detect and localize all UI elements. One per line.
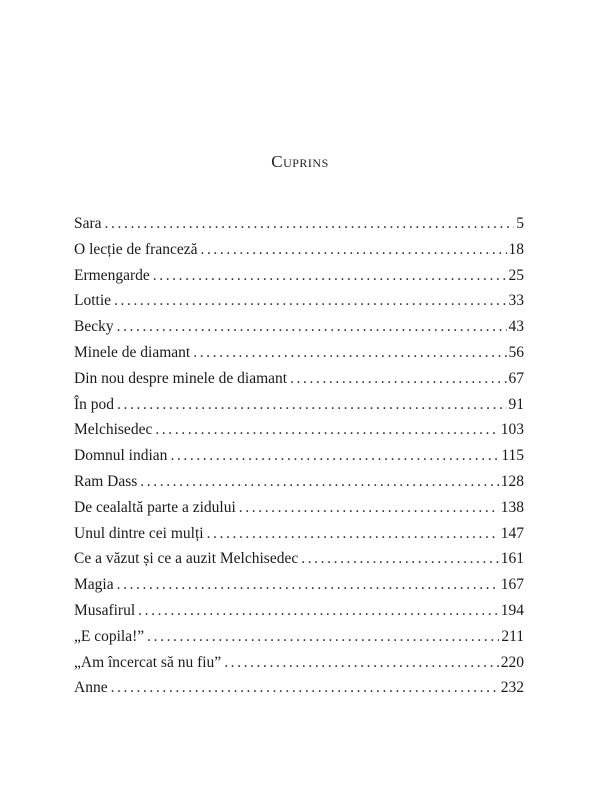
toc-entry-title: De cealaltă parte a zidului — [74, 498, 236, 516]
toc-entry — [74, 263, 524, 289]
toc-entry-title: Magia — [74, 576, 114, 594]
toc-entry-title: Lottie — [74, 292, 112, 310]
toc-entry — [74, 650, 524, 676]
dot-leader — [155, 417, 498, 443]
dot-leader — [224, 650, 499, 676]
toc-entry — [74, 314, 524, 340]
toc-entry-page-number: 56 — [508, 343, 524, 361]
dot-leader — [105, 211, 515, 237]
toc-entry-page-number: 147 — [500, 524, 524, 542]
dot-leader — [117, 572, 499, 598]
toc-entry-title: O lecție de franceză — [74, 240, 198, 258]
toc-entry-page-number: 128 — [500, 472, 524, 490]
dot-leader — [117, 314, 507, 340]
dot-leader — [200, 237, 506, 263]
toc-entry-page-number: 91 — [508, 395, 524, 413]
toc-entry — [74, 288, 524, 314]
toc-entry-title: Ce a văzut și ce a auzit Melchisedec — [74, 550, 299, 568]
toc-entry — [74, 598, 524, 624]
toc-entry-page-number: 211 — [501, 627, 524, 645]
toc-entry-page-number: 115 — [501, 447, 524, 465]
toc-entry-title: „E copila!” — [74, 627, 145, 645]
toc-entry-page-number: 194 — [500, 601, 524, 619]
toc-entry — [74, 495, 524, 521]
toc-entry — [74, 624, 524, 650]
toc-entry-title: Becky — [74, 318, 114, 336]
toc-entry-page-number: 67 — [508, 369, 524, 387]
toc-entry-title: Minele de diamant — [74, 343, 191, 361]
toc-entry-title: Melchisedec — [74, 421, 153, 439]
toc-entry — [74, 572, 524, 598]
toc-entry-title: Ermengarde — [74, 266, 150, 284]
toc-entry — [74, 366, 524, 392]
toc-entry-page-number: 5 — [516, 215, 524, 232]
dot-leader — [138, 598, 499, 624]
table-of-contents — [74, 211, 524, 701]
toc-entry-title: Din nou despre minele de diamant — [74, 369, 288, 387]
toc-entry — [74, 340, 524, 366]
dot-leader — [117, 392, 506, 418]
toc-entry — [74, 443, 524, 469]
dot-leader — [114, 288, 506, 314]
dot-leader — [239, 495, 499, 521]
toc-entry-page-number: 161 — [500, 550, 524, 568]
toc-entry — [74, 521, 524, 547]
toc-entry-title: Domnul indian — [74, 447, 168, 465]
toc-entry — [74, 237, 524, 263]
toc-entry — [74, 211, 524, 237]
toc-entry-page-number: 220 — [500, 653, 524, 671]
dot-leader — [140, 469, 498, 495]
toc-entry-page-number: 18 — [508, 240, 524, 258]
toc-entry-title: Sara — [74, 215, 102, 232]
toc-entry-page-number: 167 — [500, 576, 524, 594]
toc-entry-title: Musafirul — [74, 601, 136, 619]
toc-entry-page-number: 43 — [508, 318, 524, 336]
toc-entry — [74, 392, 524, 418]
toc-entry-title: Unul dintre cei mulți — [74, 524, 204, 542]
toc-entry-title: „Am încercat să nu fiu” — [74, 653, 222, 671]
toc-entry-page-number: 232 — [500, 679, 524, 697]
toc-entry — [74, 546, 524, 572]
dot-leader — [290, 366, 506, 392]
dot-leader — [301, 546, 499, 572]
dot-leader — [170, 443, 499, 469]
toc-entry-page-number: 25 — [508, 266, 524, 284]
dot-leader — [153, 263, 507, 289]
toc-entry-page-number: 138 — [500, 498, 524, 516]
toc-entry-title: Anne — [74, 679, 108, 697]
toc-entry-page-number: 103 — [500, 421, 524, 439]
dot-leader — [147, 624, 499, 650]
toc-entry — [74, 417, 524, 443]
dot-leader — [111, 675, 499, 701]
page-title: Cuprins — [271, 152, 329, 171]
toc-entry — [74, 675, 524, 701]
dot-leader — [207, 521, 499, 547]
toc-entry-title: Ram Dass — [74, 472, 138, 490]
toc-entry-page-number: 33 — [508, 292, 524, 310]
toc-entry — [74, 469, 524, 495]
toc-entry-title: În pod — [74, 395, 115, 413]
dot-leader — [193, 340, 506, 366]
